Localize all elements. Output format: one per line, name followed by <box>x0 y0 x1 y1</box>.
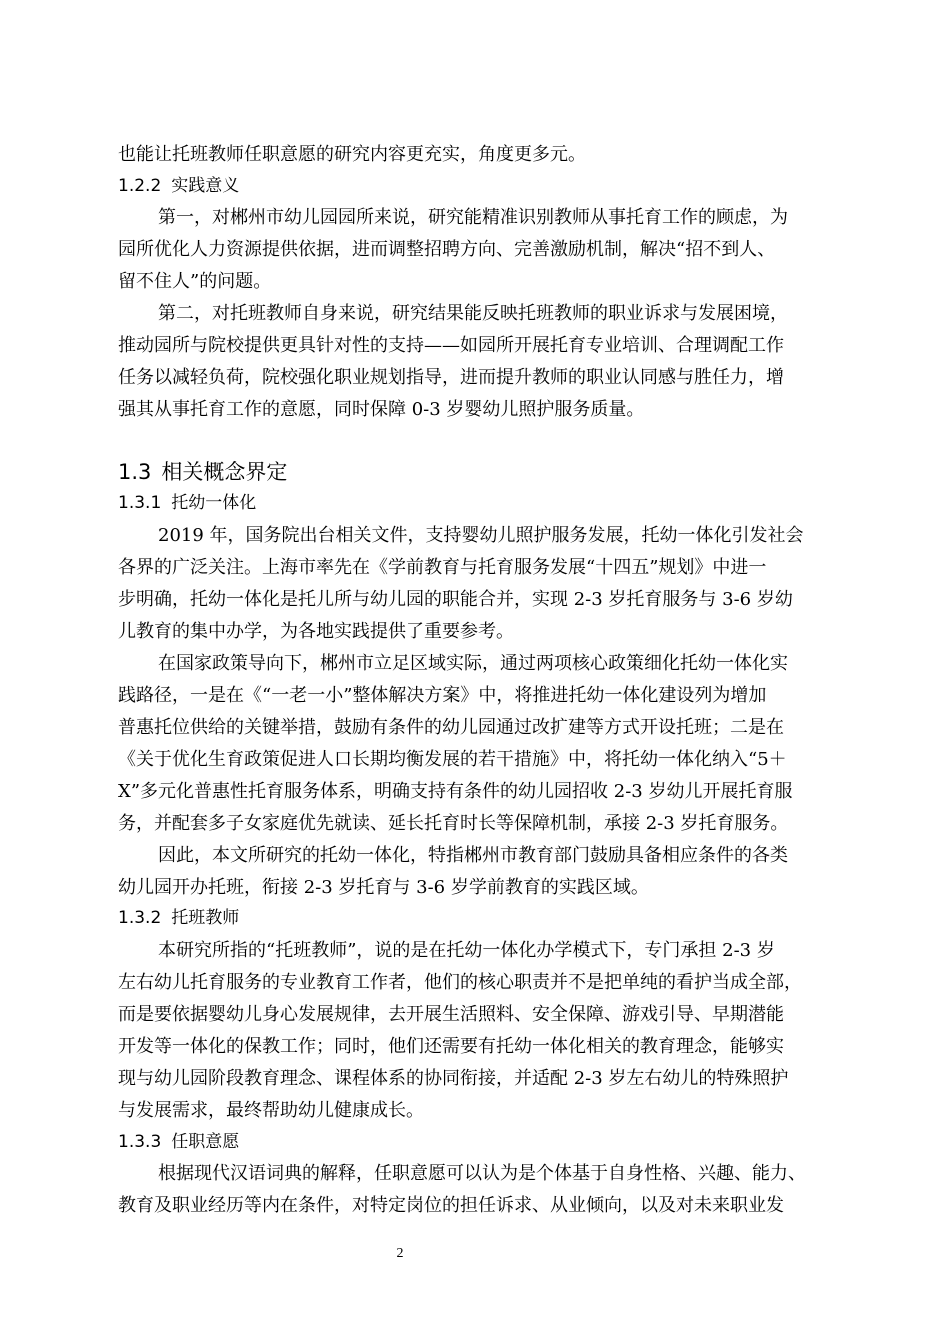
paragraph-line: 儿教育的集中办学，为各地实践提供了重要参考。 <box>118 621 514 642</box>
paragraph-line: 强其从事托育工作的意愿，同时保障 0-3 岁婴幼儿照护服务质量。 <box>118 399 645 420</box>
section-number: 1.3.3 <box>118 1132 162 1152</box>
paragraph-line: 也能让托班教师任职意愿的研究内容更充实，角度更多元。 <box>118 144 586 165</box>
paragraph-line: 各界的广泛关注。上海市率先在《学前教育与托育服务发展“十四五”规划》中进一 <box>118 557 767 578</box>
section-title: 托幼一体化 <box>171 493 257 513</box>
paragraph-line: 推动园所与院校提供更具针对性的支持——如园所开展托育专业培训、合理调配工作 <box>118 335 784 356</box>
paragraph-line: 践路径，一是在《“一老一小”整体解决方案》中，将推进托幼一体化建设列为增加 <box>118 685 767 706</box>
paragraph-line: 幼儿园开办托班，衔接 2-3 岁托育与 3-6 岁学前教育的实践区域。 <box>118 877 649 898</box>
paragraph-line: 任务以减轻负荷，院校强化职业规划指导，进而提升教师的职业认同感与胜任力，增 <box>118 367 784 388</box>
paragraph-line: 在国家政策导向下，郴州市立足区域实际，通过两项核心政策细化托幼一体化实 <box>158 653 788 674</box>
paragraph-line: 开发等一体化的保教工作；同时，他们还需要有托幼一体化相关的教育理念，能够实 <box>118 1036 784 1057</box>
paragraph-line: 而是要依据婴幼儿身心发展规律，去开展生活照料、安全保障、游戏引导、早期潜能 <box>118 1004 784 1025</box>
paragraph-line: X”多元化普惠性托育服务体系，明确支持有条件的幼儿园招收 2-3 岁幼儿开展托育服 <box>118 781 793 802</box>
section-heading-1-3-3 <box>118 1130 239 1154</box>
paragraph-line: 2019 年，国务院出台相关文件，支持婴幼儿照护服务发展，托幼一体化引发社会 <box>158 525 804 546</box>
paragraph-line: 教育及职业经历等内在条件，对特定岗位的担任诉求、从业倾向，以及对未来职业发 <box>118 1195 784 1216</box>
paragraph-line: 务，并配套多子女家庭优先就读、延长托育时长等保障机制，承接 2-3 岁托育服务。 <box>118 813 789 834</box>
paragraph-line: 根据现代汉语词典的解释，任职意愿可以认为是个体基于自身性格、兴趣、能力、 <box>158 1163 806 1184</box>
paragraph-line: 留不住人”的问题。 <box>118 271 272 292</box>
page-number: 2 <box>396 1246 404 1261</box>
section-heading-1-2-2 <box>118 174 239 198</box>
paragraph-line: 普惠托位供给的关键举措，鼓励有条件的幼儿园通过改扩建等方式开设托班；二是在 <box>118 717 784 738</box>
paragraph-line: 本研究所指的“托班教师”，说的是在托幼一体化办学模式下，专门承担 2-3 岁 <box>158 940 775 961</box>
section-number: 1.3.1 <box>118 493 162 513</box>
paragraph-line: 《关于优化生育政策促进人口长期均衡发展的若干措施》中，将托幼一体化纳入“5＋ <box>118 749 787 770</box>
section-title: 任职意愿 <box>171 1132 240 1152</box>
section-heading-1-3 <box>118 458 287 486</box>
section-title: 实践意义 <box>171 176 240 196</box>
paragraph-line: 左右幼儿托育服务的专业教育工作者，他们的核心职责并不是把单纯的看护当成全部， <box>118 972 802 993</box>
paragraph-line: 第一，对郴州市幼儿园园所来说，研究能精准识别教师从事托育工作的顾虑，为 <box>158 207 788 228</box>
section-number: 1.2.2 <box>118 176 162 196</box>
section-heading-1-3-1 <box>118 491 256 515</box>
section-number: 1.3.2 <box>118 908 162 928</box>
section-heading-1-3-2 <box>118 906 239 930</box>
paragraph-line: 与发展需求，最终帮助幼儿健康成长。 <box>118 1100 424 1121</box>
section-title: 托班教师 <box>171 908 240 928</box>
paragraph-line: 园所优化人力资源提供依据，进而调整招聘方向、完善激励机制，解决“招不到人、 <box>118 239 776 260</box>
paragraph-line: 第二，对托班教师自身来说，研究结果能反映托班教师的职业诉求与发展困境， <box>158 303 788 324</box>
paragraph-line: 因此，本文所研究的托幼一体化，特指郴州市教育部门鼓励具备相应条件的各类 <box>158 845 788 866</box>
paragraph-line: 步明确，托幼一体化是托儿所与幼儿园的职能合并，实现 2-3 岁托育服务与 3-6 岁幼 <box>118 589 793 610</box>
section-title: 相关概念界定 <box>161 460 288 484</box>
paragraph-line: 现与幼儿园阶段教育理念、课程体系的协同衔接，并适配 2-3 岁左右幼儿的特殊照护 <box>118 1068 789 1089</box>
section-number: 1.3 <box>118 460 152 484</box>
